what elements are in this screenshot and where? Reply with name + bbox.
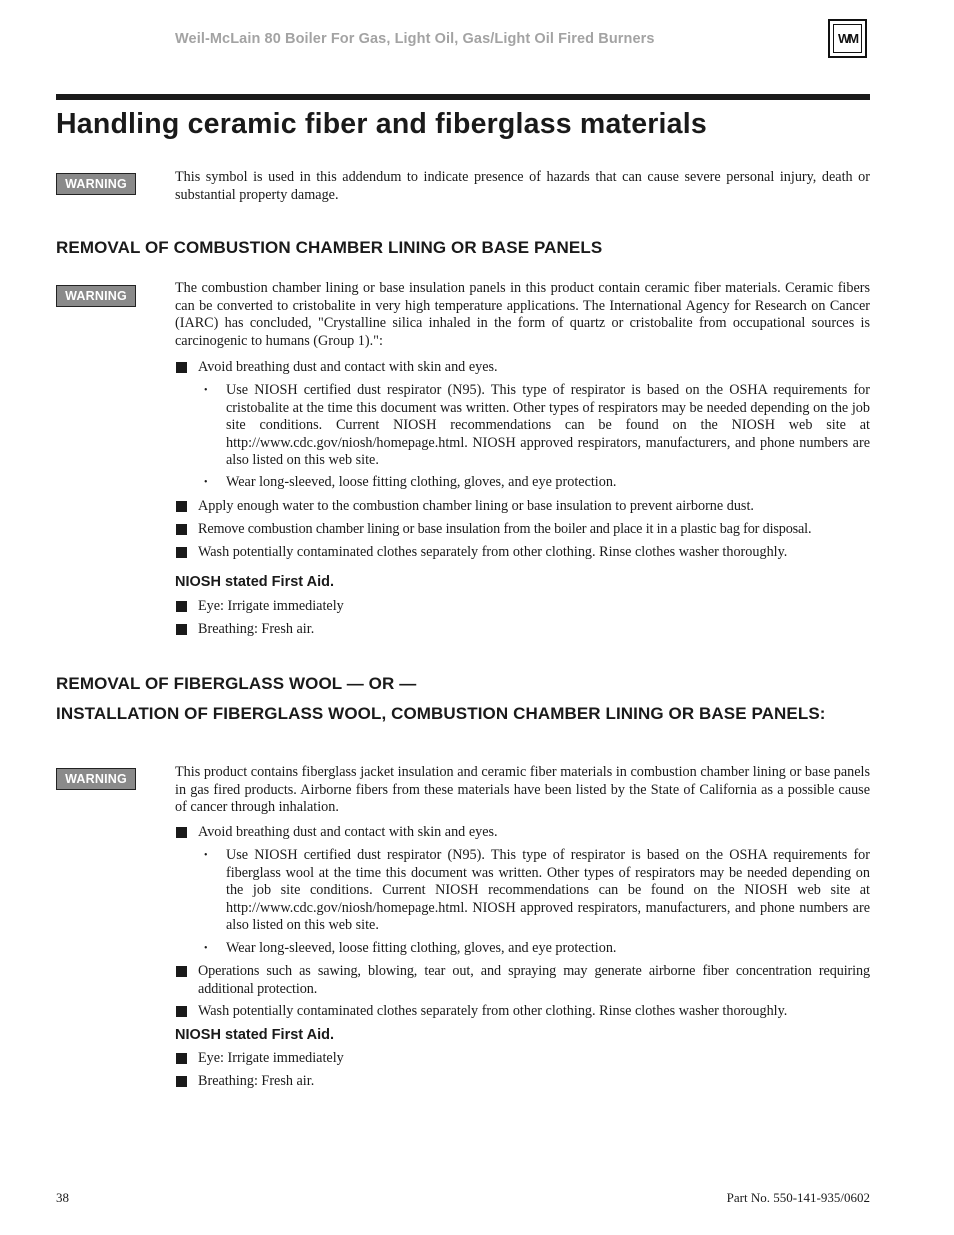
list-item: Avoid breathing dust and contact with skin and eyes. [198,359,498,375]
first-aid-heading: NIOSH stated First Aid. [175,574,334,590]
square-bullet-icon [176,1006,187,1017]
square-bullet-icon [176,524,187,535]
part-number: Part No. 550-141-935/0602 [726,1190,870,1205]
section2-warning-text: This product contains fiberglass jacket insulation and ceramic fiber materials in combustion chamber lining or base panels in gas fired products. Airborne fibers from these materials have been listed by the State of California as a possible cause of cancer through inhalation. [175,764,870,815]
document-header-title: Weil-McLain 80 Boiler For Gas, Light Oil, Gas/Light Oil Fired Burners [175,31,655,47]
square-bullet-icon [176,827,187,838]
warning-label: WARNING [65,289,127,303]
first-aid-heading: NIOSH stated First Aid. [175,1027,334,1043]
list-subitem: Wear long-sleeved, loose fitting clothing, gloves, and eye protection. [226,940,617,956]
list-item: Operations such as sawing, blowing, tear out, and spraying may generate airborne fiber concentration requiring additional protection. [198,963,870,997]
list-item: Remove combustion chamber lining or base insulation from the boiler and place it in a plastic bag for disposal. [198,521,812,537]
square-bullet-icon [176,362,187,373]
page-title: Handling ceramic fiber and fiberglass materials [56,108,707,140]
logo-text: WM [833,24,862,53]
weil-mclain-logo-icon [828,19,867,58]
dot-bullet-icon: • [204,943,208,954]
list-item: Avoid breathing dust and contact with skin and eyes. [198,824,498,840]
warning-badge [56,285,136,307]
square-bullet-icon [176,601,187,612]
section1-warning-text: The combustion chamber lining or base insulation panels in this product contain ceramic fiber materials. Ceramic fibers can be converted to cristobalite in very high temperature applications. The International Agency for Research on Cancer (IARC) has concluded, "Crystalline silica inhaled in the form of quartz or cristobalite from occupational sources is carcinogenic to humans (Group 1).": [175,280,870,349]
intro-text: This symbol is used in this addendum to indicate presence of hazards that can cause severe personal injury, death or substantial property damage. [175,169,870,203]
section1-heading: REMOVAL OF COMBUSTION CHAMBER LINING OR BASE PANELS [56,238,603,257]
list-item: Wash potentially contaminated clothes separately from other clothing. Rinse clothes washer thoroughly. [198,544,788,560]
square-bullet-icon [176,1076,187,1087]
list-item: Breathing: Fresh air. [198,1073,315,1089]
list-subitem: Use NIOSH certified dust respirator (N95). This type of respirator is based on the OSHA requirements for cristobalite at the time this document was written. Other types of respirators may be needed depending on the job site conditions. Current NIOSH recommendations can be found on the NIOSH web site at http://www.cdc.gov/niosh/homepage.html. NIOSH approved respirators, manufacturers, and phone numbers are also listed on this web site. [226,382,870,468]
dot-bullet-icon: • [204,850,208,861]
list-subitem: Use NIOSH certified dust respirator (N95). This type of respirator is based on the OSHA requirements for fiberglass wool at the time this document was written. Other types of respirators may be needed depending on the job site conditions. Current NIOSH recommendations can be found on the NIOSH web site at http://www.cdc.gov/niosh/homepage.html. NIOSH approved respirators, manufacturers, and phone numbers are also listed on this web site. [226,847,870,933]
dot-bullet-icon: • [204,385,208,396]
dot-bullet-icon: • [204,477,208,488]
square-bullet-icon [176,1053,187,1064]
header-divider [56,94,870,100]
square-bullet-icon [176,624,187,635]
warning-label: WARNING [65,772,127,786]
page-number: 38 [56,1190,69,1205]
list-subitem: Wear long-sleeved, loose fitting clothing, gloves, and eye protection. [226,474,617,490]
section2-heading-line1: REMOVAL OF FIBERGLASS WOOL — OR — [56,674,417,693]
warning-label: WARNING [65,177,127,191]
list-item: Breathing: Fresh air. [198,621,315,637]
section2-heading-line2: INSTALLATION OF FIBERGLASS WOOL, COMBUSTION CHAMBER LINING OR BASE PANELS: [56,704,826,723]
square-bullet-icon [176,501,187,512]
list-item: Eye: Irrigate immediately [198,1050,344,1066]
list-item: Eye: Irrigate immediately [198,598,344,614]
list-item: Wash potentially contaminated clothes separately from other clothing. Rinse clothes washer thoroughly. [198,1003,788,1019]
square-bullet-icon [176,547,187,558]
warning-badge [56,768,136,790]
square-bullet-icon [176,966,187,977]
warning-badge [56,173,136,195]
list-item: Apply enough water to the combustion chamber lining or base insulation to prevent airborne dust. [198,498,754,514]
